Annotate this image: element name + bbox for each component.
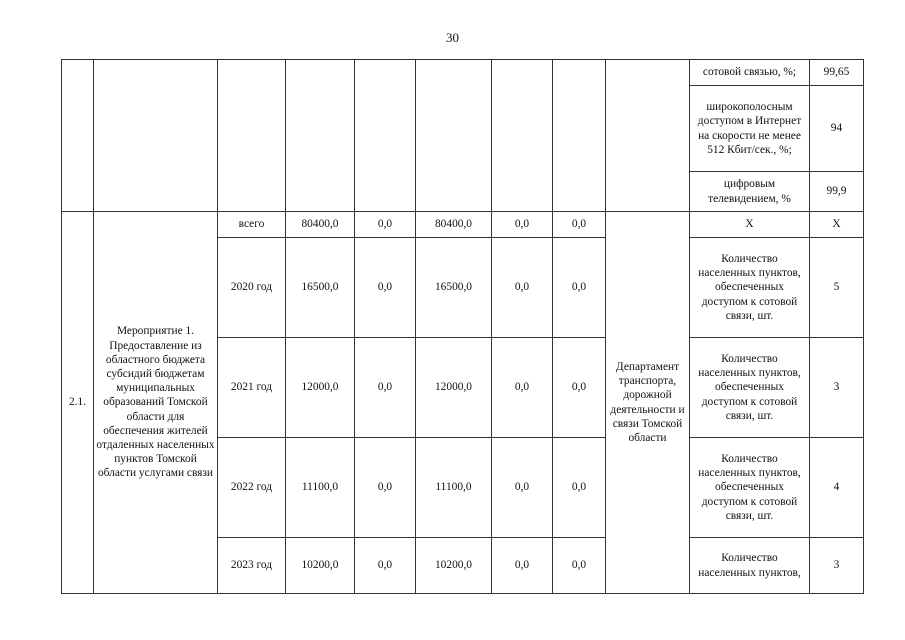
amount-cell: 0,0	[492, 538, 553, 594]
indicator-value-cell: 4	[810, 438, 864, 538]
empty-cell	[355, 60, 416, 212]
empty-cell	[94, 60, 218, 212]
empty-cell	[62, 60, 94, 212]
table-row	[62, 212, 864, 238]
program-table	[61, 59, 864, 594]
empty-cell	[416, 60, 492, 212]
amount-cell: 80400,0	[286, 212, 355, 238]
amount-cell: 0,0	[553, 538, 606, 594]
period-cell: 2021 год	[218, 338, 286, 438]
amount-cell: 0,0	[355, 212, 416, 238]
amount-cell: 11100,0	[286, 438, 355, 538]
indicator-value-cell: 3	[810, 538, 864, 594]
amount-cell: 0,0	[553, 438, 606, 538]
amount-cell: 0,0	[355, 238, 416, 338]
indicator-value-cell: 94	[810, 86, 864, 172]
amount-cell: 10200,0	[416, 538, 492, 594]
indicator-cell: сотовой связью, %;	[690, 60, 810, 86]
amount-cell: 0,0	[492, 338, 553, 438]
amount-cell: 0,0	[355, 338, 416, 438]
amount-cell: 12000,0	[416, 338, 492, 438]
period-cell: всего	[218, 212, 286, 238]
empty-cell	[218, 60, 286, 212]
amount-cell: 0,0	[553, 212, 606, 238]
period-cell: 2022 год	[218, 438, 286, 538]
amount-cell: 0,0	[553, 238, 606, 338]
indicator-value-cell: 99,9	[810, 172, 864, 212]
amount-cell: 11100,0	[416, 438, 492, 538]
indicator-cell: Количество населенных пунктов, обеспеченных доступом к сотовой связи, шт.	[690, 338, 810, 438]
empty-cell	[492, 60, 553, 212]
indicator-cell: Количество населенных пунктов,	[690, 538, 810, 594]
indicator-cell: X	[690, 212, 810, 238]
measure-name-cell: Мероприятие 1. Предоставление из областного бюджета субсидий бюджетам муниципальных образований Томской области для обеспечения жителей отдаленных населенных пунктов Томской области услугами связи	[94, 212, 218, 594]
executor-cell: Департамент транспорта, дорожной деятельности и связи Томской области	[606, 212, 690, 594]
period-cell: 2020 год	[218, 238, 286, 338]
indicator-value-cell: 3	[810, 338, 864, 438]
amount-cell: 0,0	[355, 538, 416, 594]
amount-cell: 16500,0	[416, 238, 492, 338]
period-cell: 2023 год	[218, 538, 286, 594]
amount-cell: 12000,0	[286, 338, 355, 438]
amount-cell: 0,0	[355, 438, 416, 538]
amount-cell: 0,0	[492, 238, 553, 338]
indicator-cell: цифровым телевидением, %	[690, 172, 810, 212]
table-row	[62, 60, 864, 86]
indicator-cell: Количество населенных пунктов, обеспеченных доступом к сотовой связи, шт.	[690, 438, 810, 538]
empty-cell	[606, 60, 690, 212]
amount-cell: 80400,0	[416, 212, 492, 238]
indicator-cell: широкополосным доступом в Интернет на скорости не менее 512 Кбит/сек., %;	[690, 86, 810, 172]
amount-cell: 0,0	[492, 438, 553, 538]
indicator-value-cell: 99,65	[810, 60, 864, 86]
indicator-cell: Количество населенных пунктов, обеспеченных доступом к сотовой связи, шт.	[690, 238, 810, 338]
amount-cell: 10200,0	[286, 538, 355, 594]
empty-cell	[553, 60, 606, 212]
page-number: 30	[446, 30, 459, 45]
amount-cell: 0,0	[492, 212, 553, 238]
amount-cell: 0,0	[553, 338, 606, 438]
measure-number-cell: 2.1.	[62, 212, 94, 594]
amount-cell: 16500,0	[286, 238, 355, 338]
indicator-value-cell: X	[810, 212, 864, 238]
indicator-value-cell: 5	[810, 238, 864, 338]
empty-cell	[286, 60, 355, 212]
